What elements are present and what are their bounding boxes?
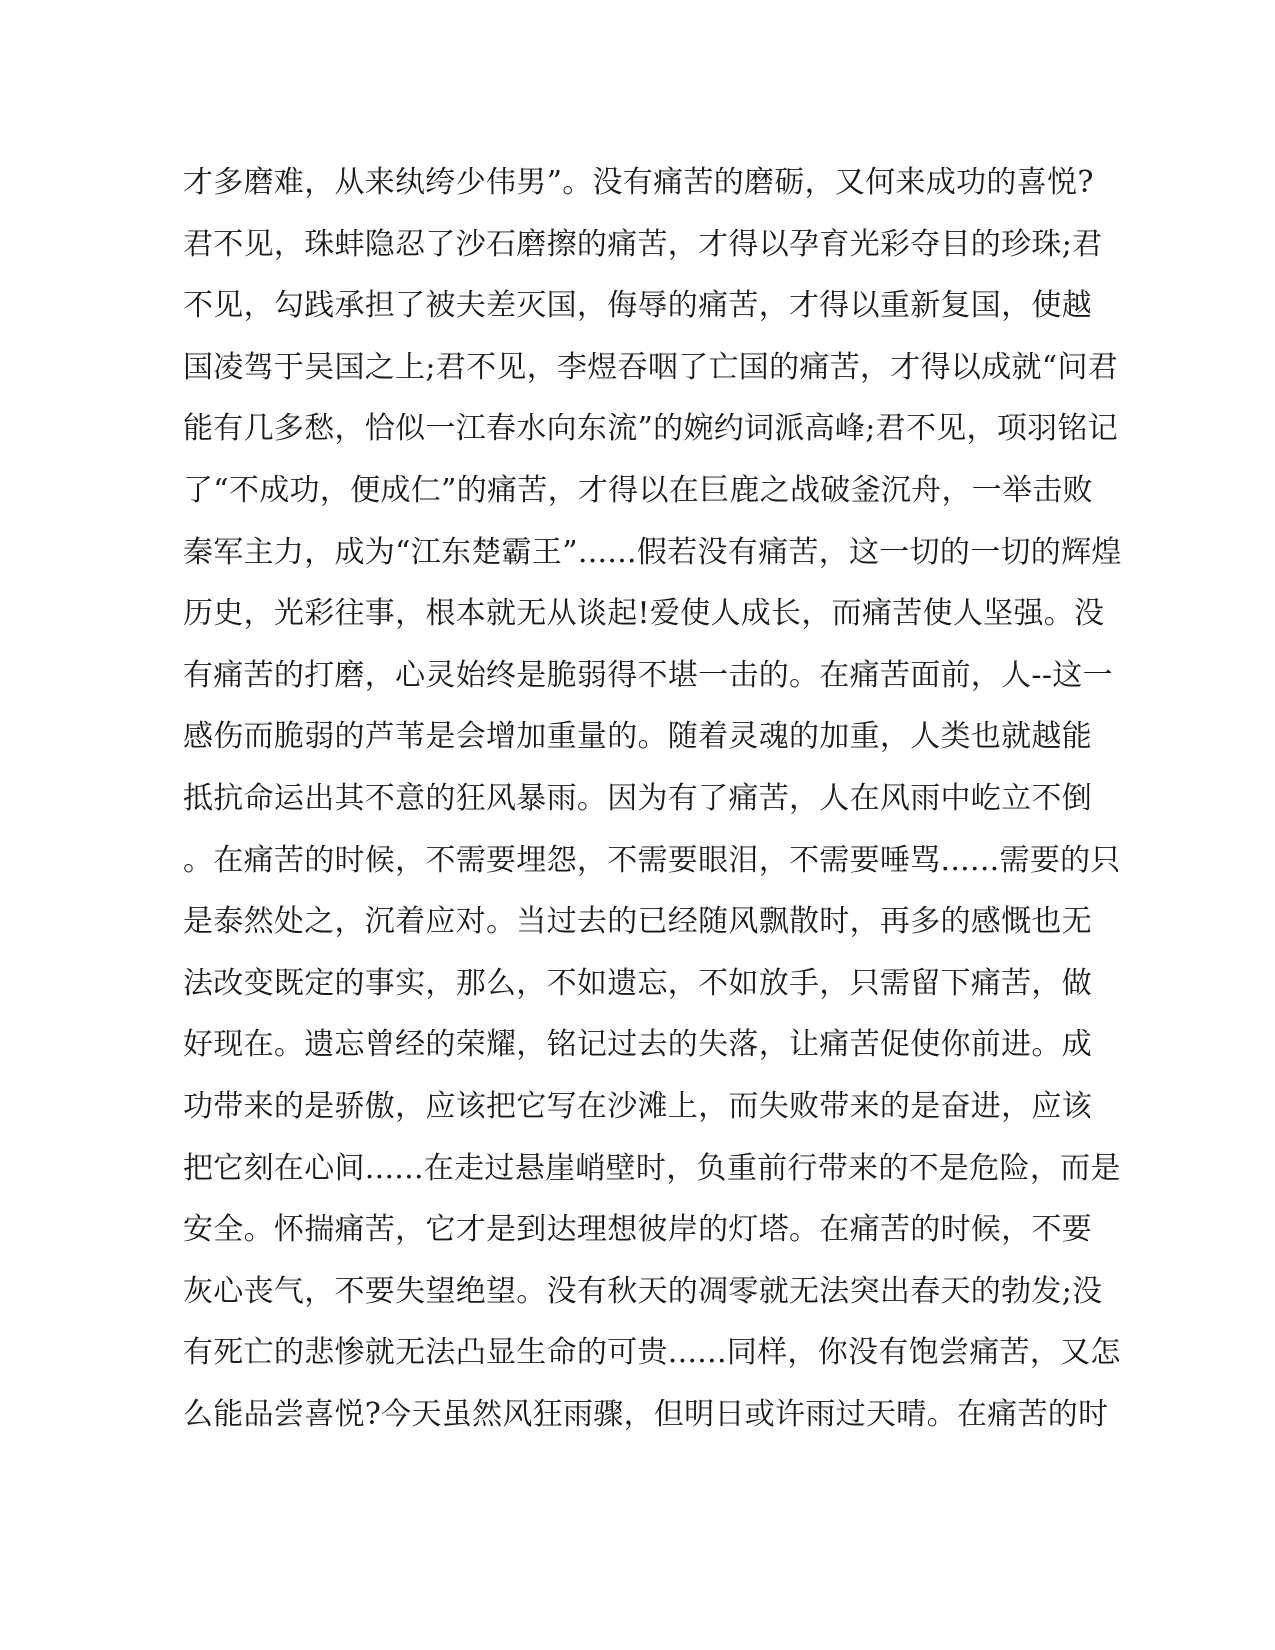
body-text: [183, 152, 1122, 1445]
text-line: 历史，光彩往事，根本就无从谈起!爱使人成长，而痛苦使人坚强。没: [183, 596, 1105, 632]
text-line: 功带来的是骄傲，应该把它写在沙滩上，而失败带来的是奋进，应该: [183, 1088, 1092, 1124]
text-line: 好现在。遗忘曾经的荣耀，铭记过去的失落，让痛苦促使你前进。成: [183, 1027, 1092, 1063]
text-line: 法改变既定的事实，那么，不如遗忘，不如放手，只需留下痛苦，做: [183, 965, 1092, 1001]
text-line: 感伤而脆弱的芦苇是会增加重量的。随着灵魂的加重，人类也就越能: [183, 719, 1092, 755]
text-line: 么能品尝喜悦?今天虽然风狂雨骤，但明日或许雨过天晴。在痛苦的时: [183, 1396, 1109, 1432]
text-line: 。在痛苦的时候，不需要埋怨，不需要眼泪，不需要唾骂......需要的只: [183, 842, 1121, 878]
text-line: 把它刻在心间......在走过悬崖峭壁时，负重前行带来的不是危险，而是: [183, 1150, 1121, 1186]
text-line: 安全。怀揣痛苦，它才是到达理想彼岸的灯塔。在痛苦的时候，不要: [183, 1212, 1092, 1248]
text-line: 国凌驾于吴国之上;君不见，李煜吞咽了亡国的痛苦，才得以成就“问君: [183, 349, 1119, 385]
text-line: 君不见，珠蚌隐忍了沙石磨擦的痛苦，才得以孕育光彩夺目的珍珠;君: [183, 226, 1103, 262]
text-line: 不见，勾践承担了被夫差灭国，侮辱的痛苦，才得以重新复国，使越: [183, 288, 1092, 324]
text-line: 是泰然处之，沉着应对。当过去的已经随风飘散时，再多的感慨也无: [183, 904, 1092, 940]
text-line: 有痛苦的打磨，心灵始终是脆弱得不堪一击的。在痛苦面前，人--这一: [183, 657, 1113, 693]
text-line: 能有几多愁，恰似一江春水向东流”的婉约词派高峰;君不见，项羽铭记: [183, 411, 1119, 447]
text-line: 灰心丧气，不要失望绝望。没有秋天的凋零就无法突出春天的勃发;没: [183, 1273, 1103, 1309]
text-line: 才多磨难，从来纨绔少伟男”。没有痛苦的磨砺，又何来成功的喜悦?: [183, 165, 1094, 200]
text-line: 有死亡的悲惨就无法凸显生命的可贵......同样，你没有饱尝痛苦，又怎: [183, 1335, 1121, 1371]
text-line: 秦军主力，成为“江东楚霸王”......假若没有痛苦，这一切的一切的辉煌: [183, 534, 1122, 570]
text-line: 抵抗命运出其不意的狂风暴雨。因为有了痛苦，人在风雨中屹立不倒: [183, 780, 1092, 816]
text-line: 了“不成功，便成仁”的痛苦，才得以在巨鹿之战破釜沉舟，一举击败: [183, 472, 1093, 508]
